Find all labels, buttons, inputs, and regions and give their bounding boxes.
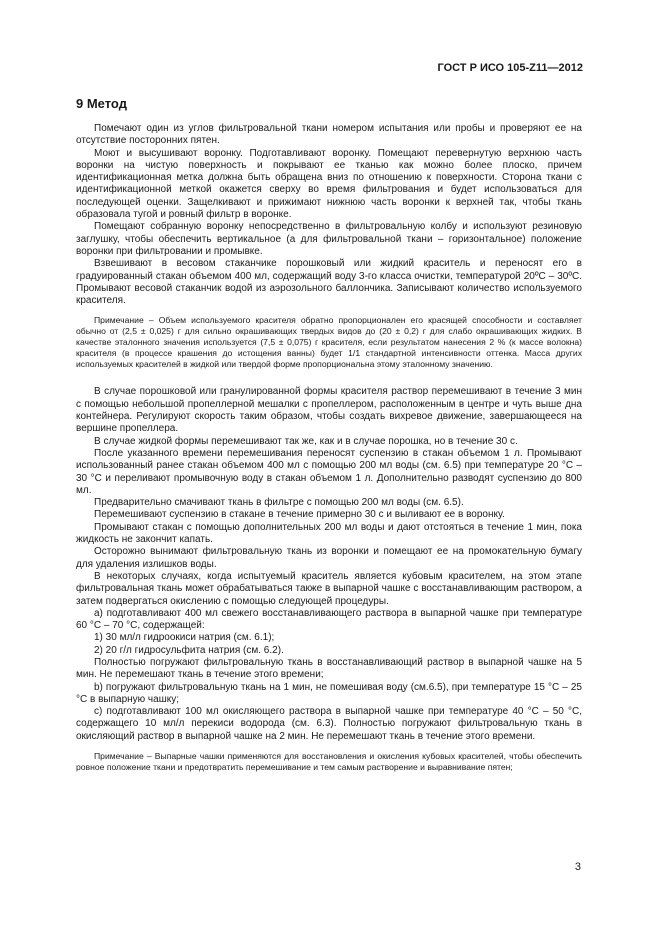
paragraph-remove-fabric: Осторожно вынимают фильтровальную ткань из воронки и помещают ее на промокательную бумагу для удаления излишков воды. — [76, 546, 582, 570]
paragraph-powder-stir: В случае порошковой или гранулированной формы красителя раствор перемешивают в течение 3 мин с помощью небольшой пропеллерной мешалки с пропеллером, расположенным в центре и чуть выше дна контейнера. Регулируют скорость таким образом, чтобы создать вихревое движение, завершающееся на вершине пропеллера. — [76, 386, 582, 435]
paragraph-prewet: Предварительно смачивают ткань в фильтре с помощью 200 мл воды (см. 6.5). — [94, 497, 464, 509]
paragraph-vat-dye: В некоторых случаях, когда испытуемый краситель является кубовым красителем, на этом этапе фильтровальная ткань может обрабатываться также в выпарной чашке с восстанавливающим раствором, а затем подвергаться окислению с помощью следующей процедуры. — [76, 570, 582, 607]
list-item-a: а) подготавливают 400 мл свежего восстанавливающего раствора в выпарной чашке при температуре 60 °С – 70 °С, содержащей: — [76, 607, 582, 632]
section-body — [76, 123, 582, 773]
note-evaporating-dishes: Примечание – Выпарные чашки применяются для восстановления и окисления кубовых красителей, чтобы обеспечить ровное положение ткани и предотвратить перемешивание и тем самым растворение и выравнивание пятен; — [76, 751, 582, 773]
section-title: 9 Метод — [76, 96, 127, 111]
note-dye-amount: Примечание – Объем используемого красителя обратно пропорционален его красящей способности и составляет обычно от (2,5 ± 0,025) г для сильно окрашивающих твердых видов до (20 ± 0,2) г для слабо окрашивающих жидких. В качестве эталонного значения используется (7,5 ± 0,075) г красителя, если результатом нанесения 2 % (к массе волокна) красителя (в процессе крашения до истощения ванны) будет 1/1 стандартной интенсивности оттенка. Масса других используемых красителей в жидкой или твердой форме пропорциональна этому эталонному значению. — [76, 315, 582, 370]
list-item-a-2: 2) 20 г/л гидросульфита натрия (см. 6.2). — [94, 644, 284, 656]
paragraph-prepare-funnel: Моют и высушивают воронку. Подготавливают воронку. Помещают перевернутую верхнюю часть воронки на чистую поверхность и покрывают ее тканью как можно более плоско, причем идентификационная метка должна быть обращена вниз по отношению к поверхности. Сторона ткани с идентификационной меткой окажется сверху во время фильтрования и будет использоваться для последующей оценки. Защелкивают и прижимают нижнюю часть воронки к верхней так, чтобы ткань образовала тугой и ровный фильтр в воронке. — [76, 147, 582, 221]
paragraph-weigh-dye: Взвешивают в весовом стаканчике порошковый или жидкий краситель и переносят его в градуированный стакан объемом 400 мл, содержащий воду 3-го класса очистки, температурой 20ºC – 30ºC. Промывают весовой стаканчик водой из аэрозольного баллончика. Записывают количество используемого красителя. — [76, 258, 582, 307]
paragraph-rinse-beaker: Промывают стакан с помощью дополнительных 200 мл воды и дают отстояться в течение 1 мин, пока жидкость не закончит капать. — [76, 521, 582, 546]
paragraph-transfer-suspension: После указанного времени перемешивания переносят суспензию в стакан объемом 1 л. Промывают использованный ранее стакан объемом 400 мл с помощью 200 мл воды (см. 6.5) при температуре 20 °С – 30 °С и переливают промывочную воду в стакан объемом 1 л. Дополнительно разводят суспензию до 800 мл. — [76, 447, 582, 496]
paragraph-liquid-stir: В случае жидкой формы перемешивают так же, как и в случае порошка, но в течение 30 с. — [94, 435, 518, 447]
paragraph-mark-fabric: Помечают один из углов фильтровальной ткани номером испытания или пробы и проверяют ее на отсутствие посторонних пятен. — [76, 123, 582, 147]
page-number: 3 — [574, 861, 581, 873]
list-item-c: с) подготавливают 100 мл окисляющего раствора в выпарной чашке при температуре 40 °С – 50 °С, содержащего 10 мл/л перекиси водорода (см. 6.3). Полностью погружают фильтровальную ткань в окисляющий раствор в выпарной чашке на 2 мин. Не перемешают ткань в течение этого времени. — [76, 706, 582, 742]
list-item-a-1: 1) 30 мл/л гидроокиси натрия (см. 6.1); — [94, 632, 275, 644]
document-code: ГОСТ Р ИСО 105-Z11—2012 — [437, 62, 583, 74]
list-item-b: b) погружают фильтровальную ткань на 1 мин, не помешивая воду (см.6.5), при температуре 15 °С – 25 °С в выпарную чашку; — [76, 681, 582, 705]
paragraph-immerse-reducing: Полностью погружают фильтровальную ткань в восстанавливающий раствор в выпарной чашке на 5 мин. Не перемешают ткань в течение этого времени; — [76, 656, 582, 681]
paragraph-pour-suspension: Перемешивают суспензию в стакане в течение примерно 30 с и выливают ее в воронку. — [94, 509, 505, 521]
paragraph-assemble-funnel: Помещают собранную воронку непосредственно в фильтровальную колбу и используют резиновую заглушку, чтобы обеспечить вертикальное (а для фильтровальной ткани – горизонтальное) положение воронки при фильтровании и промывке. — [76, 221, 582, 257]
